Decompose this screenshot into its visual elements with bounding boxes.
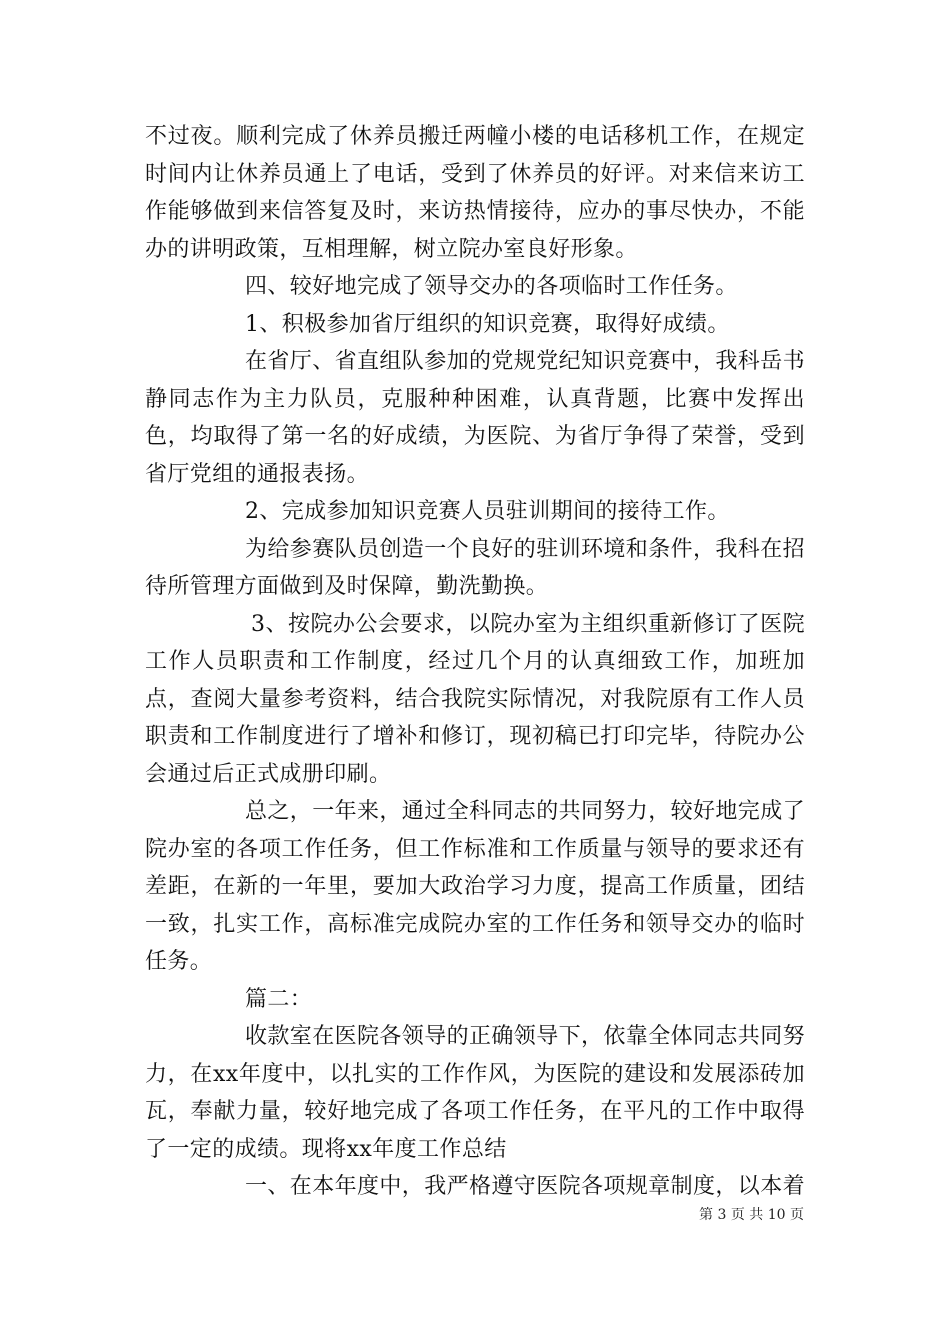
paragraph-section-one: 一、在本年度中，我严格遵守医院各项规章制度，以本着 [245,1174,806,1199]
page-number: 第 3 页 共 10 页 [699,1207,804,1223]
paragraph-reception: 为给参赛队员创造一个良好的驻训环境和条件，我科在招待所管理方面做到及时保障，勤洗勤换。 [145,536,806,599]
paragraph-competition: 在省厅、省直组队参加的党规党纪知识竞赛中，我科岳书静同志作为主力队员，克服种种困难，认真背题，比赛中发挥出色，均取得了第一名的好成绩，为医院、为省厅争得了荣誉，受到省厅党组的通报表扬。 [145,349,806,487]
document-body [145,118,805,1206]
paragraph-summary: 总之，一年来，通过全科同志的共同努力，较好地完成了院办室的各项工作任务，但工作标准和工作质量与领导的要求还有差距，在新的一年里，要加大政治学习力度，提高工作质量，团结一致，扎实工作，高标准完成院办室的工作任务和领导交办的临时任务。 [145,799,806,974]
section-heading-4: 四、较好地完成了领导交办的各项临时工作任务。 [245,274,738,299]
item-heading-1: 1、积极参加省厅组织的知识竞赛，取得好成绩。 [245,311,730,337]
paragraph-cashier-intro: 收款室在医院各领导的正确领导下，依靠全体同志共同努力，在xx年度中，以扎实的工作作风，为医院的建设和发展添砖加瓦，奉献力量，较好地完成了各项工作任务，在平凡的工作中取得了一定的成绩。现将xx年度工作总结 [145,1024,806,1162]
item-heading-2: 2、完成参加知识竞赛人员驻训期间的接待工作。 [245,499,730,524]
item-3-paragraph: 3、按院办公会要求，以院办室为主组织重新修订了医院工作人员职责和工作制度，经过几个月的认真细致工作，加班加点，查阅大量参考资料，结合我院实际情况，对我院原有工作人员职责和工作制度进行了增补和修订，现初稿已打印完毕，待院办公会通过后正式成册印刷。 [145,611,805,787]
section-label-part-two: 篇二： [245,986,313,1012]
paragraph-continuation: 不过夜。顺利完成了休养员搬迁两幢小楼的电话移机工作，在规定时间内让休养员通上了电话，受到了休养员的好评。对来信来访工作能够做到来信答复及时，来访热情接待，应办的事尽快办，不能办的讲明政策，互相理解，树立院办室良好形象。 [145,124,805,262]
